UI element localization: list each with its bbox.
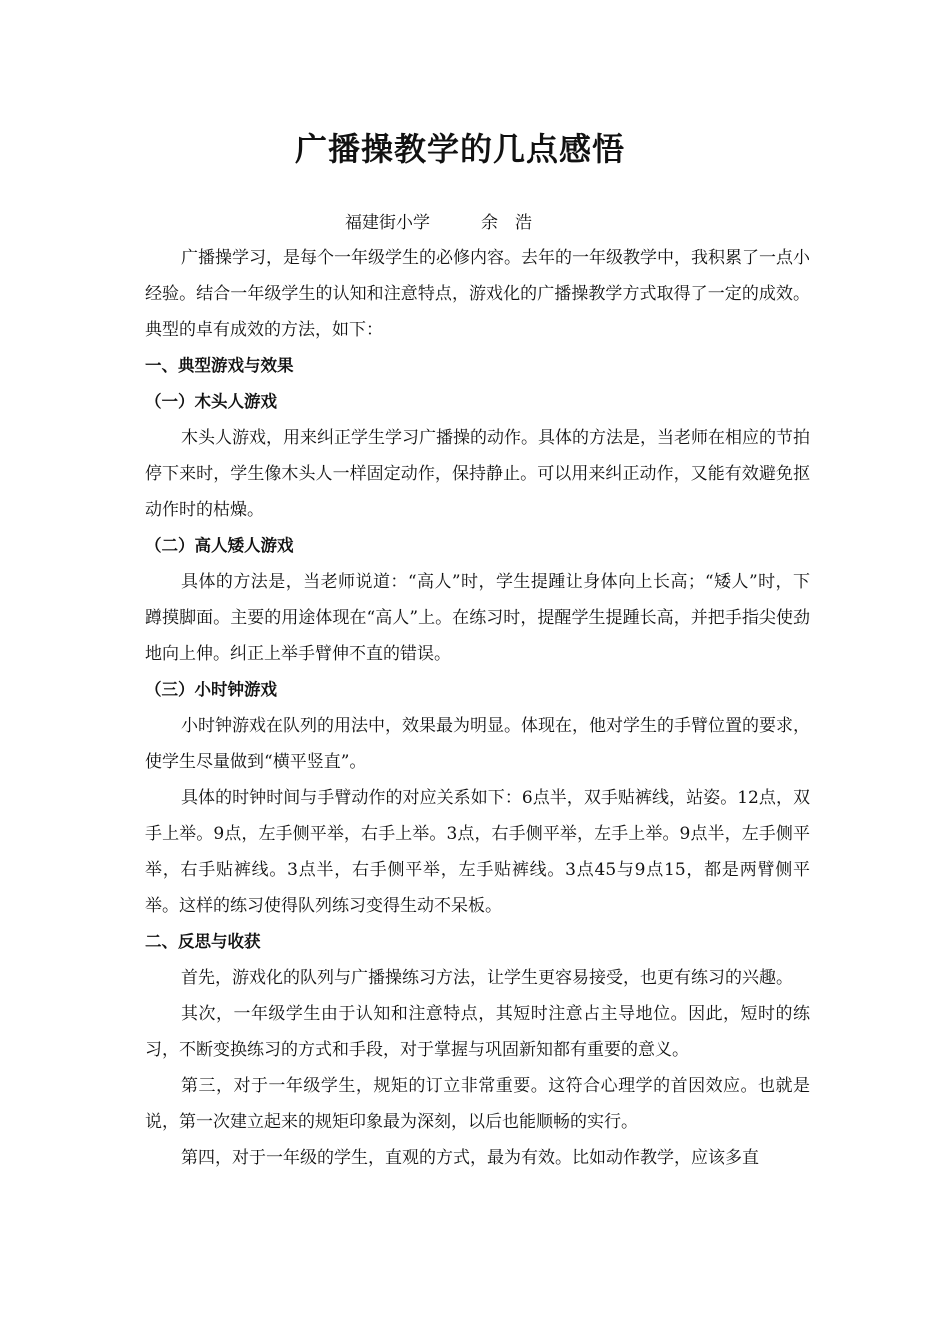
author-line: 福建街小学 余 浩 <box>345 213 532 233</box>
paragraph: 具体的方法是，当老师说道：“高人”时，学生提踵让身体向上长高；“矮人”时，下蹲摸脚面。主要的用途体现在“高人”上。在练习时，提醒学生提踵长高，并把手指尖使劲地向上伸。纠正上举手臂伸不直的错误。 <box>145 572 810 664</box>
document-body <box>145 240 810 1176</box>
paragraph: 第三，对于一年级学生，规矩的订立非常重要。这符合心理学的首因效应。也就是说，第一次建立起来的规矩印象最为深刻，以后也能顺畅的实行。 <box>145 1076 810 1132</box>
section-heading-2: 二、反思与收获 <box>145 932 261 951</box>
paragraph: 首先，游戏化的队列与广播操练习方法，让学生更容易接受，也更有练习的兴趣。 <box>181 968 793 988</box>
document-title: 广播操教学的几点感悟 <box>294 130 625 168</box>
paragraph: 小时钟游戏在队列的用法中，效果最为明显。体现在，他对学生的手臂位置的要求，使学生尽量做到“横平竖直”。 <box>145 716 810 772</box>
subsection-heading-3: （三）小时钟游戏 <box>145 680 277 699</box>
subsection-heading-1: （一）木头人游戏 <box>145 392 277 411</box>
intro-paragraph: 广播操学习，是每个一年级学生的必修内容。去年的一年级教学中，我积累了一点小经验。结合一年级学生的认知和注意特点，游戏化的广播操教学方式取得了一定的成效。典型的卓有成效的方法，如下： <box>145 248 810 340</box>
subsection-heading-2: （二）高人矮人游戏 <box>145 536 294 555</box>
paragraph: 木头人游戏，用来纠正学生学习广播操的动作。具体的方法是，当老师在相应的节拍停下来时，学生像木头人一样固定动作，保持静止。可以用来纠正动作，又能有效避免抠动作时的枯燥。 <box>145 428 810 520</box>
paragraph: 具体的时钟时间与手臂动作的对应关系如下：6点半，双手贴裤线，站姿。12点，双手上举。9点，左手侧平举，右手上举。3点，右手侧平举，左手上举。9点半，左手侧平举，右手贴裤线。3点半，右手侧平举，左手贴裤线。3点45与9点15，都是两臂侧平举。这样的练习使得队列练习变得生动不呆板。 <box>145 788 810 916</box>
paragraph: 第四，对于一年级的学生，直观的方式，最为有效。比如动作教学，应该多直 <box>181 1148 759 1168</box>
section-heading-1: 一、典型游戏与效果 <box>145 356 294 375</box>
paragraph: 其次，一年级学生由于认知和注意特点，其短时注意占主导地位。因此，短时的练习，不断变换练习的方式和手段，对于掌握与巩固新知都有重要的意义。 <box>145 1004 810 1060</box>
